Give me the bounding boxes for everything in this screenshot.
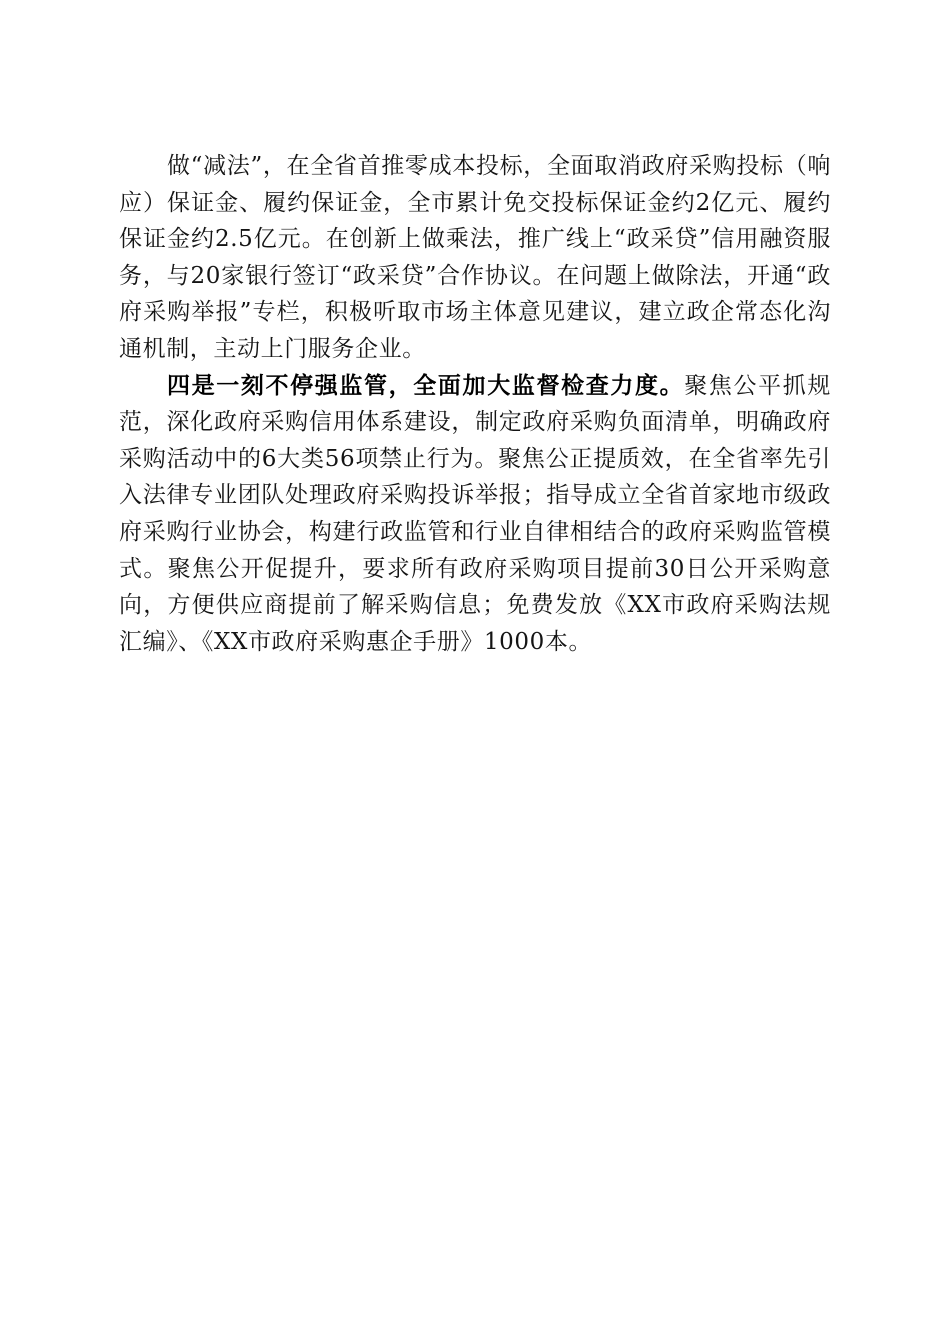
paragraph-2 <box>119 368 831 661</box>
paragraph-2-text: 聚焦公平抓规范，深化政府采购信用体系建设，制定政府采购负面清单，明确政府采购活动中的6大类56项禁止行为。聚焦公正提质效，在全省率先引入法律专业团队处理政府采购投诉举报；指导成立全省首家地市级政府采购行业协会，构建行政监管和行业自律相结合的政府采购监管模式。聚焦公开促提升，要求所有政府采购项目提前30日公开采购意向，方便供应商提前了解采购信息；免费发放《XX市政府采购法规汇编》、《XX市政府采购惠企手册》1000本。 <box>119 372 831 655</box>
paragraph-2-lead: 四是一刻不停强监管，全面加大监督检查力度。 <box>167 371 685 399</box>
document-body <box>119 148 831 660</box>
paragraph-1-text: 做“减法”，在全省首推零成本投标，全面取消政府采购投标（响应）保证金、履约保证金，全市累计免交投标保证金约2亿元、履约保证金约2.5亿元。在创新上做乘法，推广线上“政采贷”信用融资服务，与20家银行签订“政采贷”合作协议。在问题上做除法，开通“政府采购举报”专栏，积极听取市场主体意见建议，建立政企常态化沟通机制，主动上门服务企业。 <box>119 153 831 362</box>
paragraph-1 <box>119 148 831 368</box>
